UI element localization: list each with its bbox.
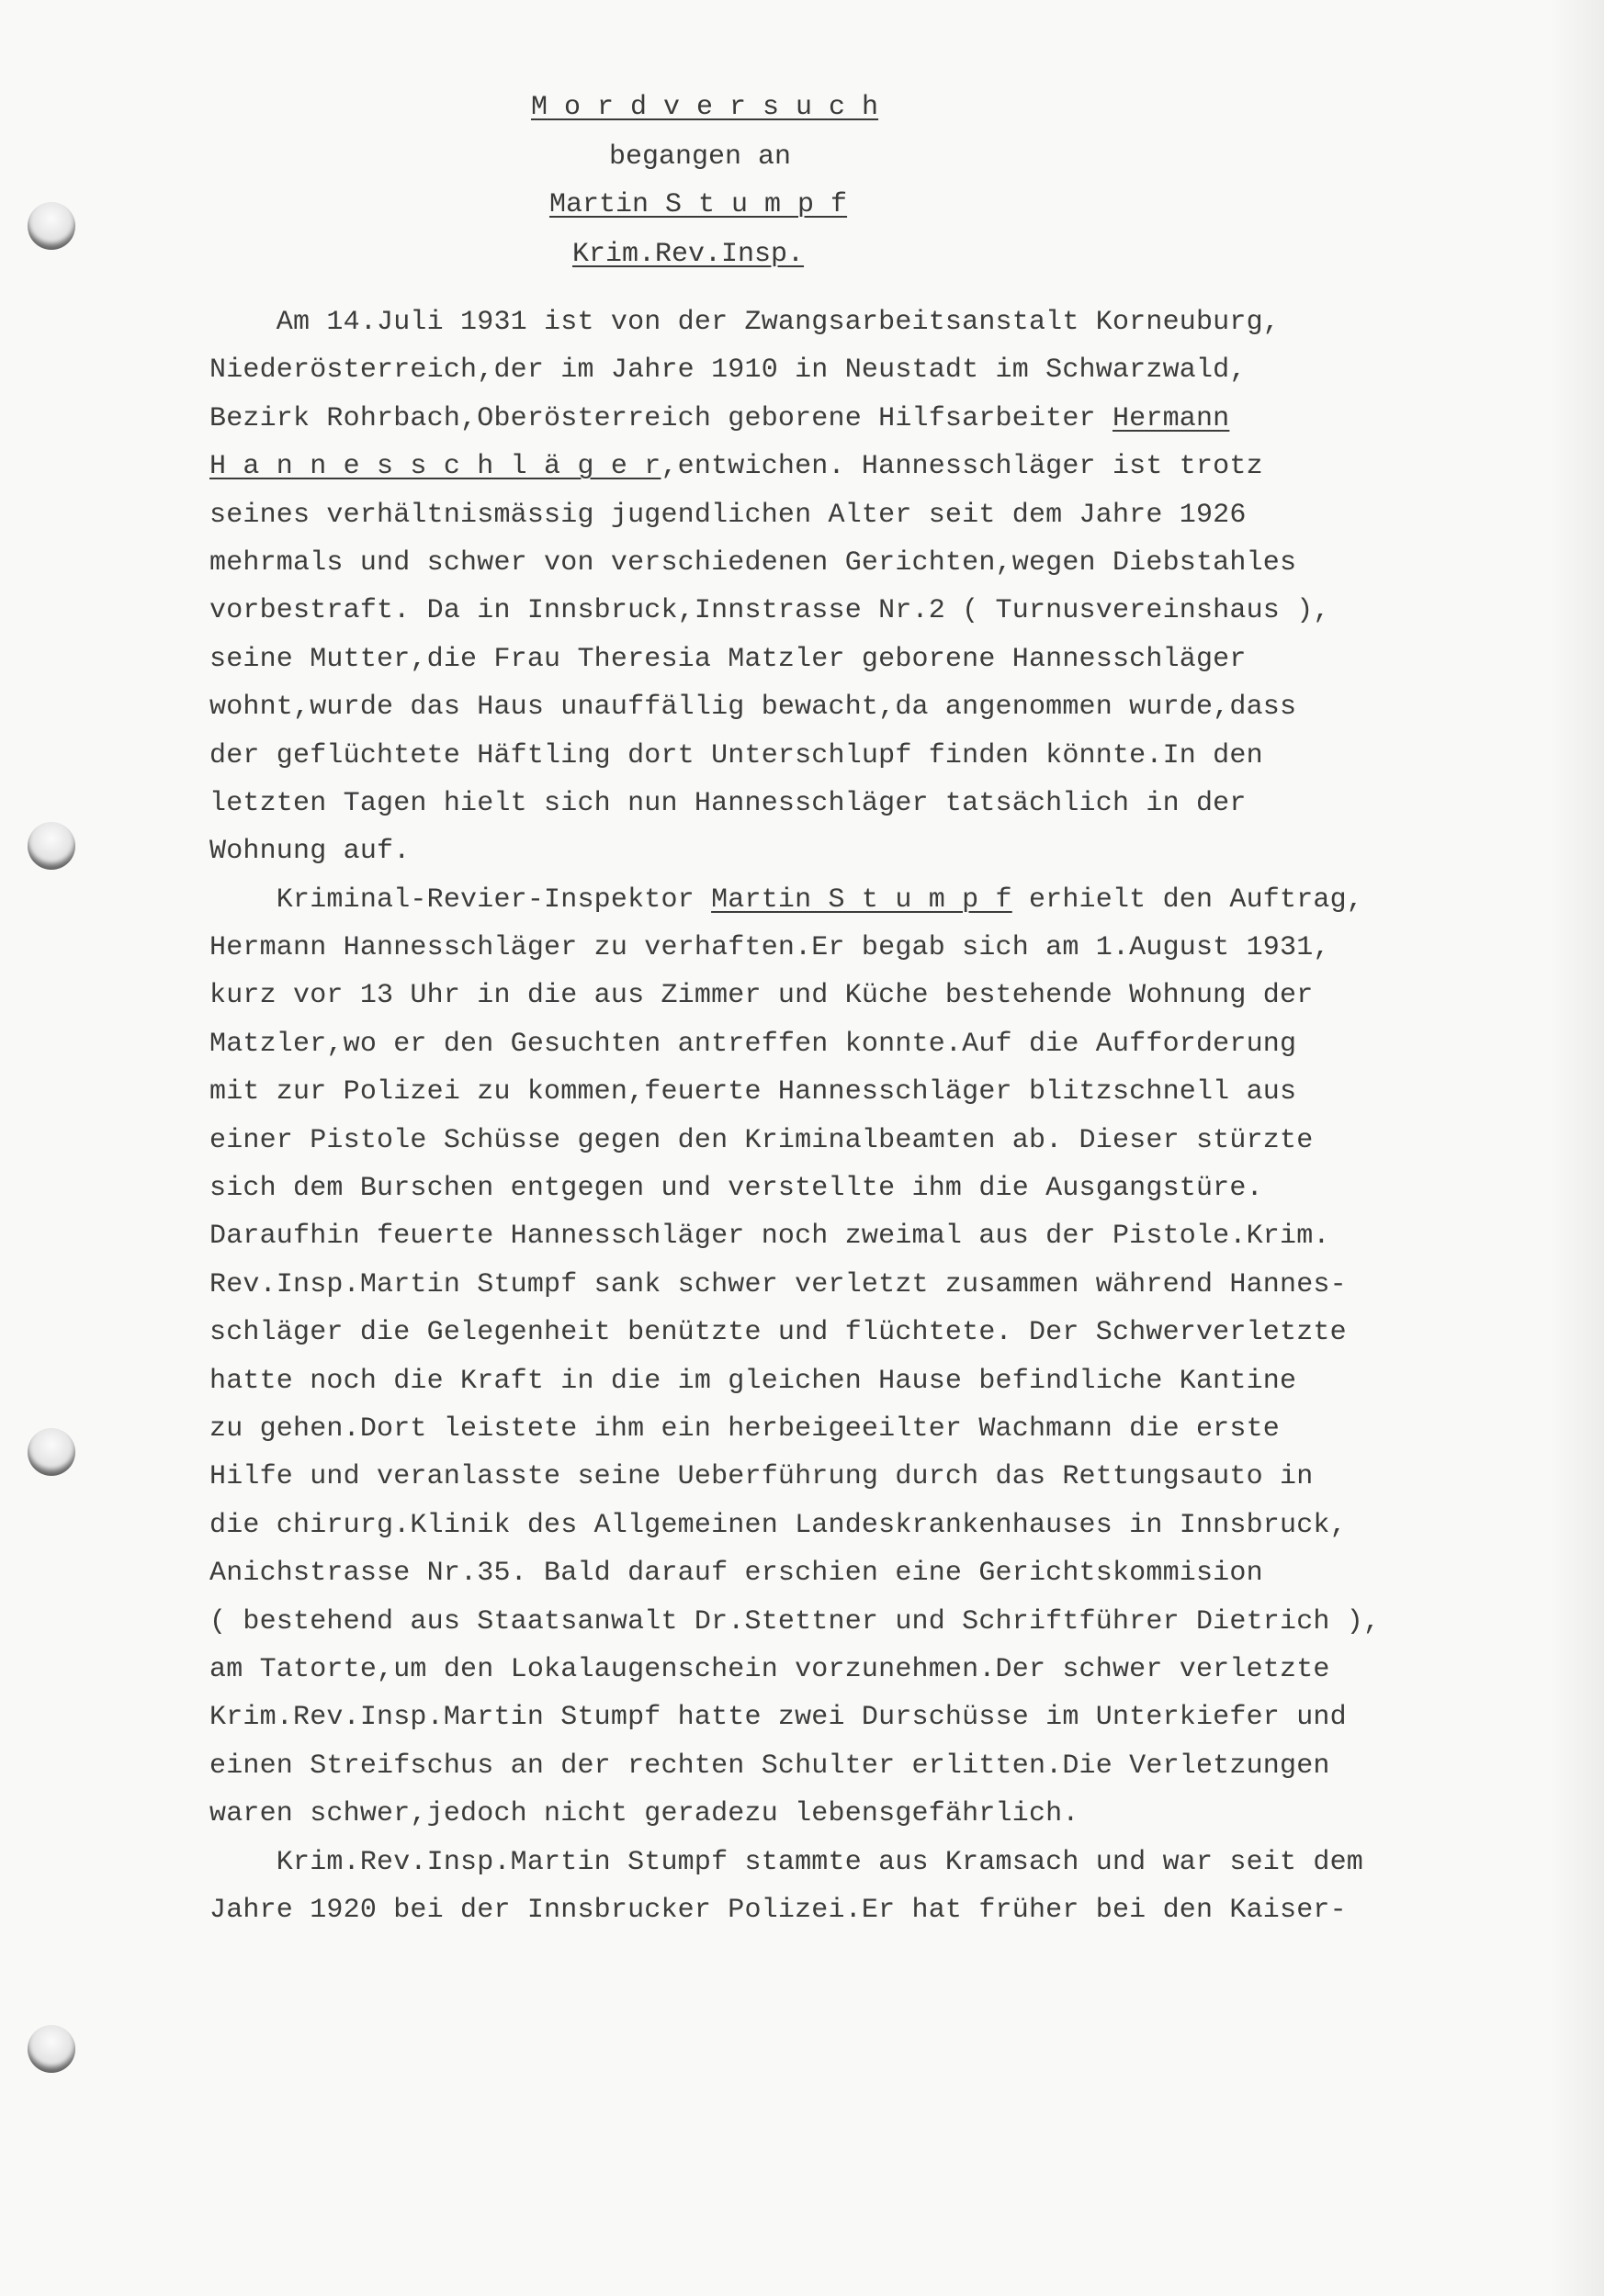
line-text: mit zur Polizei zu kommen,feuerte Hannesschläger blitzschnell aus <box>209 1076 1297 1109</box>
text-line <box>209 732 1542 780</box>
line-text: Matzler,wo er den Gesuchten antreffen konnte.Auf die Aufforderung <box>209 1028 1297 1060</box>
line-text: wohnt,wurde das Haus unauffällig bewacht,da angenommen wurde,dass <box>209 692 1297 724</box>
line-text: vorbestraft. Da in Innsbruck,Innstrasse Nr.2 ( Turnusvereinshaus ), <box>209 595 1330 627</box>
text-line <box>209 683 1542 731</box>
text-line <box>209 1357 1542 1405</box>
text-line <box>209 395 1542 443</box>
line-text: die chirurg.Klinik des Allgemeinen Landeskrankenhauses in Innsbruck, <box>209 1509 1347 1541</box>
line-text: erhielt den Auftrag, <box>1011 884 1364 916</box>
text-line <box>209 1646 1542 1694</box>
text-line <box>209 1742 1542 1790</box>
text-line <box>209 1839 1542 1886</box>
text-line <box>209 1309 1542 1356</box>
title-name: Martin S t u m p f <box>549 189 848 220</box>
title-rank: Krim.Rev.Insp. <box>572 239 805 270</box>
text-line <box>209 636 1542 683</box>
line-text: Rev.Insp.Martin Stumpf sank schwer verletzt zusammen während Hannes- <box>209 1268 1347 1300</box>
underlined-name: Hermann <box>1112 402 1230 434</box>
line-text: sich dem Burschen entgegen und verstellte ihm die Ausgangstüre. <box>209 1173 1263 1205</box>
line-text: Hilfe und veranlasste seine Ueberführung durch das Rettungsauto in <box>209 1461 1314 1493</box>
text-line <box>209 780 1542 827</box>
title-heading: M o r d v e r s u c h <box>531 92 879 123</box>
line-text: Wohnung auf. <box>209 836 411 868</box>
text-line <box>209 1068 1542 1116</box>
line-text: am Tatorte,um den Lokalaugenschein vorzunehmen.Der schwer verletzte <box>209 1653 1330 1685</box>
line-text: zu gehen.Dort leistete ihm ein herbeigeeilter Wachmann die erste <box>209 1412 1280 1445</box>
report-body <box>209 298 1542 1934</box>
text-line <box>209 1598 1542 1646</box>
text-line <box>209 1165 1542 1212</box>
line-text: der geflüchtete Häftling dort Unterschlupf finden könnte.In den <box>209 739 1263 771</box>
line-text: Am 14.Juli 1931 ist von der Zwangsarbeitsanstalt Korneuburg, <box>209 307 1280 338</box>
line-text: Jahre 1920 bei der Innsbrucker Polizei.Er hat früher bei den Kaiser- <box>209 1894 1347 1926</box>
text-line <box>209 1549 1542 1597</box>
text-line <box>209 924 1542 972</box>
title-subheading: begangen an <box>609 141 792 173</box>
text-line <box>209 1694 1542 1741</box>
line-text: einen Streifschus an der rechten Schulter erlitten.Die Verletzungen <box>209 1750 1330 1782</box>
text-line <box>209 491 1542 539</box>
text-line <box>209 539 1542 587</box>
line-text: kurz vor 13 Uhr in die aus Zimmer und Küche bestehende Wohnung der <box>209 980 1314 1012</box>
text-line <box>209 587 1542 635</box>
punch-hole <box>28 1428 75 1476</box>
underlined-name: Martin S t u m p f <box>711 884 1012 916</box>
line-text: Kriminal-Revier-Inspektor <box>209 884 712 916</box>
line-text: ( bestehend aus Staatsanwalt Dr.Stettner und Schriftführer Dietrich ), <box>209 1605 1381 1638</box>
punch-hole <box>28 2025 75 2073</box>
text-line <box>209 346 1542 394</box>
line-text: Niederösterreich,der im Jahre 1910 in Neustadt im Schwarzwald, <box>209 355 1247 387</box>
line-text: Bezirk Rohrbach,Oberösterreich geborene Hilfsarbeiter <box>209 402 1113 434</box>
line-text: hatte noch die Kraft in die im gleichen Hause befindliche Kantine <box>209 1365 1297 1397</box>
line-text: letzten Tagen hielt sich nun Hannesschläger tatsächlich in der <box>209 787 1247 819</box>
line-text: waren schwer,jedoch nicht geradezu lebensgefährlich. <box>209 1798 1079 1830</box>
text-line <box>209 1453 1542 1501</box>
punch-hole <box>28 822 75 870</box>
line-text: Daraufhin feuerte Hannesschläger noch zweimal aus der Pistole.Krim. <box>209 1221 1330 1253</box>
line-text: seines verhältnismässig jugendlichen Alter seit dem Jahre 1926 <box>209 499 1247 531</box>
text-line <box>209 1117 1542 1165</box>
text-line <box>209 1212 1542 1260</box>
line-text: Hermann Hannesschläger zu verhaften.Er begab sich am 1.August 1931, <box>209 932 1330 964</box>
line-text: ,entwichen. Hannesschläger ist trotz <box>661 451 1263 483</box>
line-text: Krim.Rev.Insp.Martin Stumpf hatte zwei Durschüsse im Unterkiefer und <box>209 1702 1347 1734</box>
text-line <box>209 298 1542 346</box>
punch-hole <box>28 202 75 250</box>
line-text: seine Mutter,die Frau Theresia Matzler geborene Hannesschläger <box>209 643 1247 675</box>
page-edge-shadow <box>1549 0 1604 2296</box>
line-text: mehrmals und schwer von verschiedenen Gerichten,wegen Diebstahles <box>209 546 1297 579</box>
text-line <box>209 876 1542 924</box>
text-line <box>209 1790 1542 1838</box>
text-line <box>209 1020 1542 1068</box>
line-text: schläger die Gelegenheit benützte und flüchtete. Der Schwerverletzte <box>209 1317 1347 1349</box>
line-text: Krim.Rev.Insp.Martin Stumpf stammte aus Kramsach und war seit dem <box>209 1846 1364 1878</box>
text-line <box>209 1261 1542 1309</box>
text-line <box>209 972 1542 1019</box>
text-line <box>209 1886 1542 1934</box>
line-text: Anichstrasse Nr.35. Bald darauf erschien eine Gerichtskommision <box>209 1558 1263 1590</box>
text-line <box>209 827 1542 875</box>
text-line <box>209 443 1542 490</box>
line-text: einer Pistole Schüsse gegen den Kriminalbeamten ab. Dieser stürzte <box>209 1124 1314 1156</box>
underlined-name: H a n n e s s c h l ä g e r <box>209 451 661 483</box>
text-line <box>209 1405 1542 1453</box>
text-line <box>209 1502 1542 1549</box>
